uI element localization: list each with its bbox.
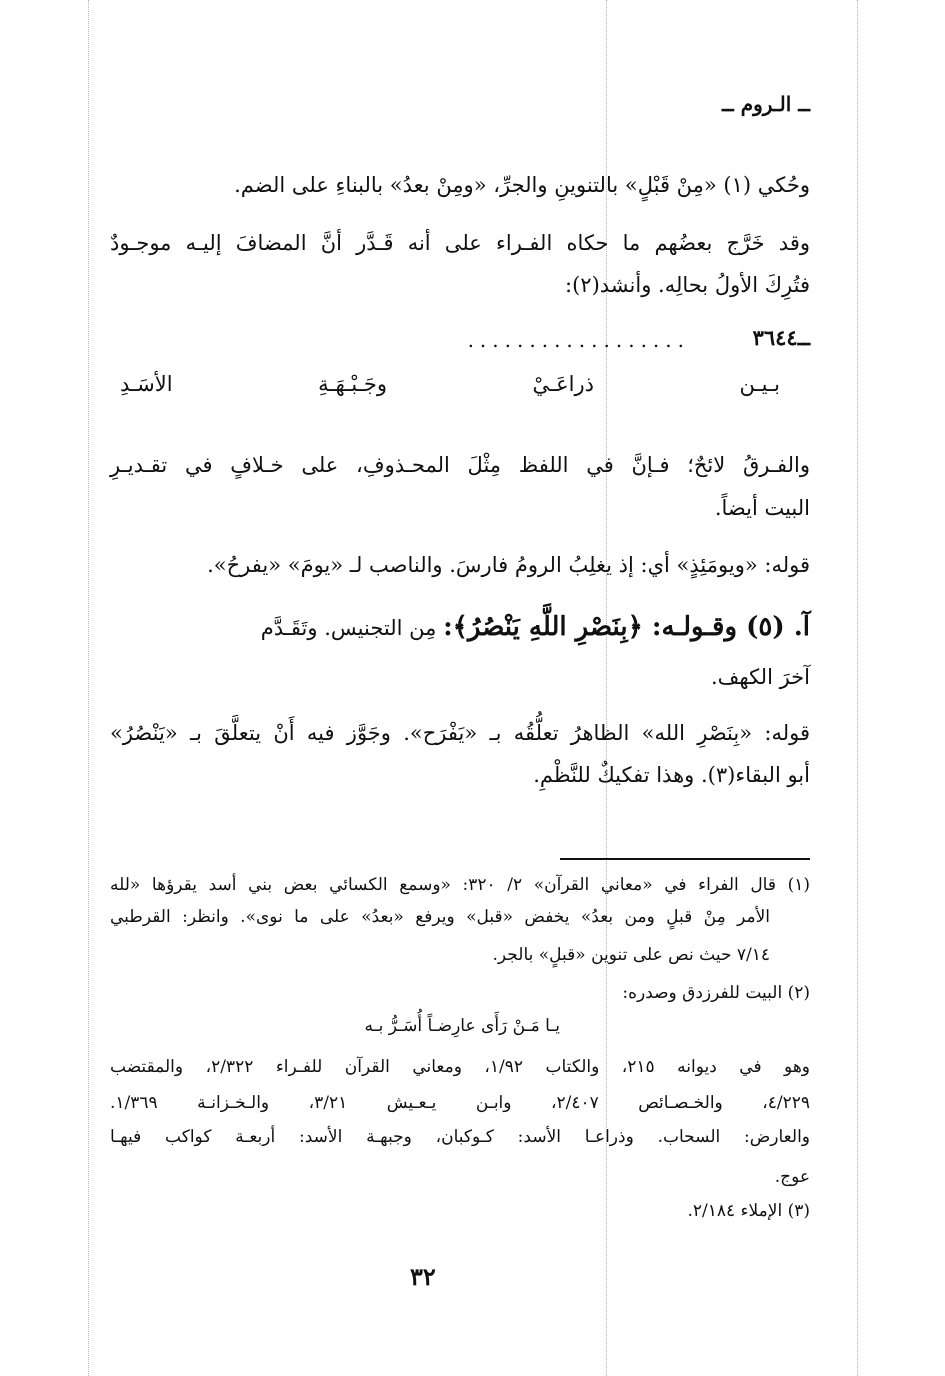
body-line-5: البيت أيضاً. [714,496,810,520]
footnote-separator [560,858,810,860]
body-line-10: أبو البقاء(٣). وهذا تفكيكٌ للنَّظْمِ. [533,763,810,787]
footnote-1-line-3: ٧/١٤ حيث نص على تنوين «قبلٍ» بالجر. [492,945,770,965]
body-line-4: والفـرقُ لائحٌ؛ فـإنَّ في اللفظ مِثْلَ المحـذوفِ، على خـلافٍ في تقـديـرِ [110,453,810,477]
body-line-7 [110,612,810,643]
body-line-8: آخرَ الكهف. [710,665,810,689]
footnote-2-verse: يـا مَـنْ رَأَى عارِضـاً أُسَـرُّ بـه [364,1016,560,1036]
footnote-2-line-4: والعارض: السحاب. وذراعـا الأسد: كـوكبان، وجبهـة الأسد: أربعـة كواكب فيهـا [110,1127,810,1147]
scan-guide-right [857,0,858,1376]
footnote-1-line-1: (١) قال الفراء في «معاني القرآن» ٢/ ٣٢٠: «وسمع الكسائي بعض بني أسد يقرؤها «لله [110,875,810,895]
footnote-2-line-3: ٤/٢٢٩، والخـصـائص ٢/٤٠٧، وابـن يـعـيش ٣/٢١، والـخـزانـة ١/٣٦٩. [110,1093,810,1113]
quran-verse-reference: آ. (٥) وقـولـه: ﴿بِنَصْرِ اللَّهِ يَنْصُرُ﴾: [443,612,810,642]
verse-number: ــ٣٦٤٤ [752,325,810,350]
footnote-2-line-5: عوج. [774,1167,810,1187]
body-line-6: قوله: «ويومَئِذٍ» أي: إذ يغلِبُ الرومُ فارسَ. والناصب لـ «يومَ» «يفرحُ». [207,553,810,577]
body-line-1: وحُكي (١) «مِنْ قَبْلٍ» بالتنوينِ والجرِّ، «ومِنْ بعدُ» بالبناءِ على الضم. [234,173,810,197]
scan-guide-left [88,0,89,1376]
body-line-7-rest: مِن التجنيس. وتَقَـدَّم [260,616,437,640]
poetry-verse: بـيـن ذراعَـيْ وجَـبْـهَـةِ الأسَـدِ [120,372,780,396]
body-line-2: وقد خَرَّج بعضُهم ما حكاه الفـراء على أنه قَـدَّر أنَّ المضافَ إليـه موجـودٌ [110,231,810,255]
footnote-2-line-1: (٢) البيت للفرزدق وصدره: [622,983,810,1003]
body-line-9: قوله: «بِنَصْرِ الله» الظاهرُ تعلُّقُه بـ «يَفْرَح». وجَوَّز فيه أَنْ يتعلَّقَ بـ «يَنْصُرُ» [110,721,810,745]
running-header: ــ الـروم ــ [722,92,810,116]
footnote-1-line-2: الأمر مِنْ قبلٍ ومن بعدُ» يخفض «قبل» ويرفع «بعدُ» على ما نوى». وانظر: القرطبي [110,907,770,927]
footnote-3: (٣) الإملاء ٢/١٨٤. [687,1201,810,1221]
footnote-2-line-2: وهو في ديوانه ٢١٥، والكتاب ١/٩٢، ومعاني القرآن للفـراء ٢/٣٢٢، والمقتضب [110,1057,811,1077]
verse-ellipsis: .................. [467,328,690,352]
page-number: ٣٢ [410,1262,436,1291]
body-line-3: فتُرِكَ الأولُ بحالِه. وأنشد(٢): [565,273,810,297]
